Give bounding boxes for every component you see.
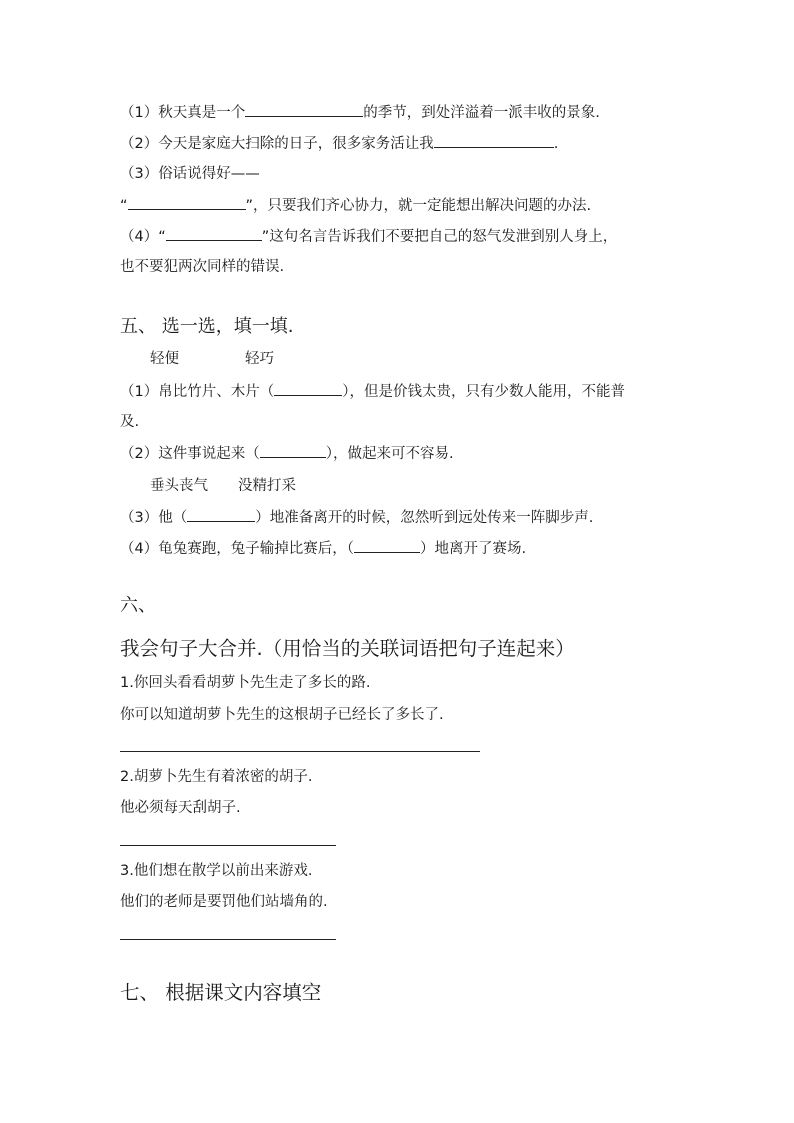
s6-item3-answer-line[interactable] — [120, 939, 336, 940]
s5-word-a2: 轻巧 — [245, 351, 274, 367]
s5-q2 — [120, 443, 454, 464]
s4-q2-blank[interactable] — [434, 133, 554, 148]
s7-title: 七、 根据课文内容填空 — [120, 981, 322, 1004]
s5-word-a1: 轻便 — [150, 351, 179, 367]
s6-item3-sentence-b: 他们的老师是要罚他们站墙角的. — [120, 894, 328, 910]
s5-word-b2: 没精打采 — [238, 478, 296, 494]
s6-item1-sentence-b: 你可以知道胡萝卜先生的这根胡子已经长了多长了. — [120, 707, 444, 723]
s5-q1-line2: 及. — [120, 414, 140, 430]
s5-q3-suffix: ）地准备离开的时候，忽然听到远处传来一阵脚步声. — [255, 510, 594, 526]
s6-item2-answer-line[interactable] — [120, 845, 336, 846]
s4-q1 — [120, 102, 600, 123]
s5-q2-prefix: （2）这件事说起来（ — [120, 446, 260, 462]
s5-q4-suffix: ）地离开了赛场. — [419, 541, 527, 557]
s5-q1-prefix: （1）帛比竹片、木片（ — [120, 384, 275, 400]
s4-q1-prefix: （1）秋天真是一个 — [120, 105, 246, 121]
s4-q3-open-quote: “ — [120, 198, 128, 214]
s5-q1-blank[interactable] — [274, 381, 342, 396]
s6-item2-sentence-a: 2.胡萝卜先生有着浓密的胡子. — [120, 769, 313, 785]
s4-q4-suffix: ”这句名言告诉我们不要把自己的怒气发泄到别人身上， — [261, 229, 618, 245]
s4-q2 — [120, 133, 558, 154]
s5-q4-blank[interactable] — [354, 538, 420, 553]
s5-word-bank-a — [150, 349, 274, 369]
s5-q2-blank[interactable] — [260, 443, 326, 458]
s5-word-bank-b — [150, 476, 296, 496]
s5-q1 — [120, 381, 625, 402]
s4-q3-line2 — [120, 195, 591, 216]
s5-q3-blank[interactable] — [187, 507, 255, 522]
s6-item1-sentence-a: 1.你回头看看胡萝卜先生走了多长的路. — [120, 675, 371, 691]
s4-q3-line1: （3）俗话说得好—— — [120, 166, 260, 182]
s6-item1-answer-line[interactable] — [120, 751, 480, 752]
s6-title: 我会句子大合并.（用恰当的关联词语把句子连起来） — [120, 637, 575, 660]
s5-title: 五、 选一选，填一填. — [120, 316, 294, 337]
s4-q3-suffix: ”，只要我们齐心协力，就一定能想出解决问题的办法. — [245, 198, 592, 214]
s4-q2-prefix: （2）今天是家庭大扫除的日子，很多家务活让我 — [120, 136, 434, 152]
s4-q1-blank[interactable] — [245, 102, 363, 117]
s5-word-b1: 垂头丧气 — [150, 478, 208, 494]
s4-q4-line2: 也不要犯两次同样的错误. — [120, 259, 285, 275]
s5-q4-prefix: （4）龟兔赛跑，兔子输掉比赛后，（ — [120, 541, 354, 557]
s5-q3 — [120, 507, 593, 528]
s5-q3-prefix: （3）他（ — [120, 510, 188, 526]
s6-number: 六、 — [120, 595, 156, 616]
s5-q1-suffix: ），但是价钱太贵，只有少数人能用，不能普 — [342, 384, 625, 400]
s4-q4 — [120, 226, 617, 247]
s5-q2-suffix: ），做起来可不容易. — [325, 446, 454, 462]
s5-q4 — [120, 538, 526, 559]
s4-q4-blank[interactable] — [166, 226, 262, 241]
s4-q3-blank[interactable] — [128, 195, 246, 210]
s4-q4-prefix: （4）“ — [120, 229, 166, 245]
s4-q2-suffix: . — [553, 136, 559, 152]
s4-q1-suffix: 的季节，到处洋溢着一派丰收的景象. — [363, 105, 600, 121]
s6-item2-sentence-b: 他必须每天刮胡子. — [120, 800, 241, 816]
s6-item3-sentence-a: 3.他们想在散学以前出来游戏. — [120, 863, 313, 879]
